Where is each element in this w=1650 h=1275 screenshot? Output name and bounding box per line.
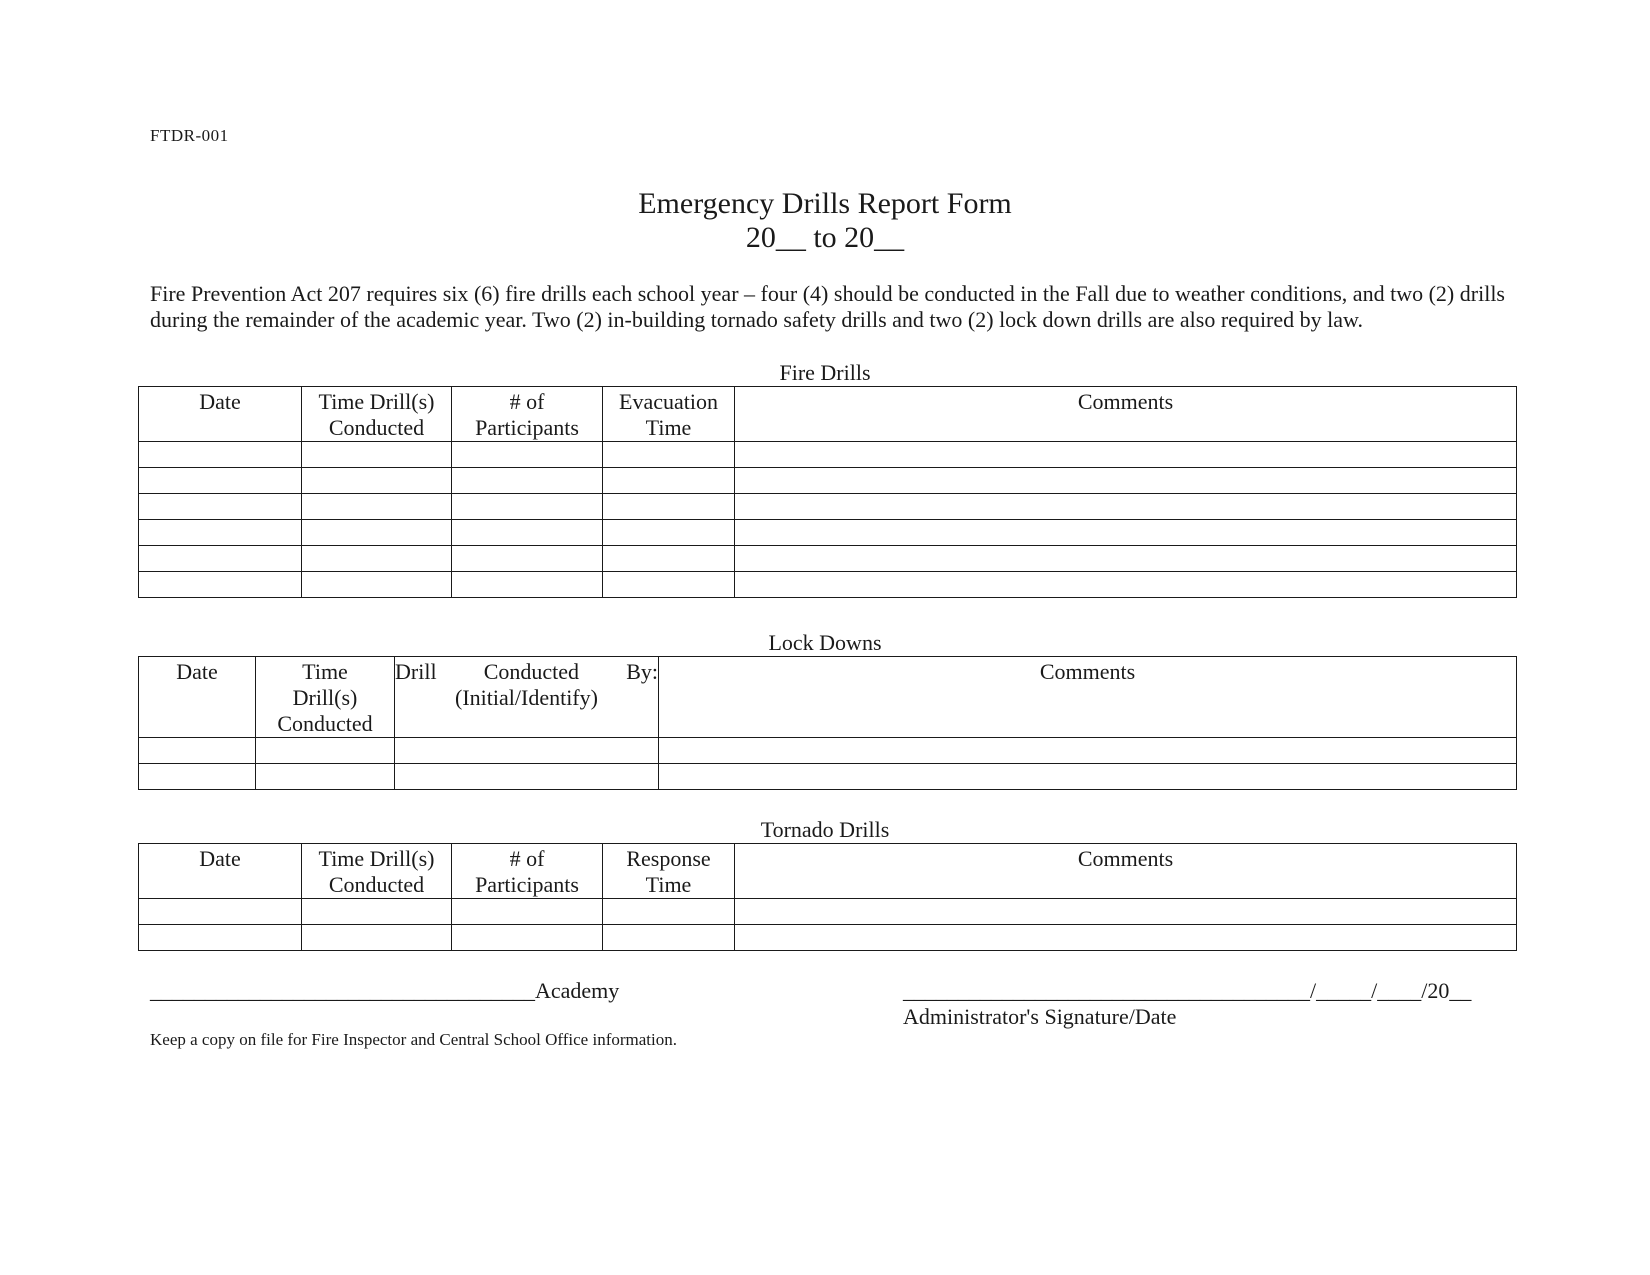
evacuation-cell[interactable] xyxy=(603,468,735,494)
comments-cell[interactable] xyxy=(735,572,1517,598)
year-range: 20__ to 20__ xyxy=(745,221,905,254)
time-cell[interactable] xyxy=(302,494,452,520)
comments-cell[interactable] xyxy=(659,738,1517,764)
tornado-drills-title: Tornado Drills xyxy=(760,817,890,842)
evacuation-cell[interactable] xyxy=(603,546,735,572)
evacuation-cell[interactable] xyxy=(603,572,735,598)
header-drill-conducted-by: Drill Conducted By: (Initial/Identify) xyxy=(395,657,659,738)
header-date: Date xyxy=(139,657,256,738)
participants-cell[interactable] xyxy=(452,468,603,494)
table-row xyxy=(139,572,1517,598)
signature-date-field[interactable]: _____________________________________/_____/____/20__ xyxy=(903,978,1472,1003)
response-cell[interactable] xyxy=(603,925,735,951)
table-row xyxy=(139,925,1517,951)
time-cell[interactable] xyxy=(256,738,395,764)
evacuation-cell[interactable] xyxy=(603,494,735,520)
fire-drills-table xyxy=(138,386,1517,598)
header-date: Date xyxy=(139,844,302,899)
date-cell[interactable] xyxy=(139,572,302,598)
table-header-row xyxy=(139,844,1517,899)
participants-cell[interactable] xyxy=(452,572,603,598)
date-cell[interactable] xyxy=(139,494,302,520)
table-row xyxy=(139,494,1517,520)
participants-cell[interactable] xyxy=(452,546,603,572)
table-header-row xyxy=(139,657,1517,738)
comments-cell[interactable] xyxy=(735,899,1517,925)
response-cell[interactable] xyxy=(603,899,735,925)
time-cell[interactable] xyxy=(302,572,452,598)
date-cell[interactable] xyxy=(139,546,302,572)
participants-cell[interactable] xyxy=(452,494,603,520)
comments-cell[interactable] xyxy=(735,546,1517,572)
table-row xyxy=(139,764,1517,790)
date-cell[interactable] xyxy=(139,520,302,546)
table-row xyxy=(139,468,1517,494)
form-code: FTDR-001 xyxy=(150,126,229,145)
comments-cell[interactable] xyxy=(735,925,1517,951)
time-cell[interactable] xyxy=(302,468,452,494)
date-cell[interactable] xyxy=(139,738,256,764)
date-cell[interactable] xyxy=(139,764,256,790)
signature-label: Administrator's Signature/Date xyxy=(903,1004,1177,1029)
academy-field[interactable]: ___________________________________Academy xyxy=(150,978,620,1003)
table-row xyxy=(139,738,1517,764)
time-cell[interactable] xyxy=(256,764,395,790)
comments-cell[interactable] xyxy=(735,468,1517,494)
time-cell[interactable] xyxy=(302,442,452,468)
evacuation-cell[interactable] xyxy=(603,520,735,546)
header-participants: # of Participants xyxy=(452,844,603,899)
date-cell[interactable] xyxy=(139,925,302,951)
header-comments: Comments xyxy=(659,657,1517,738)
table-row xyxy=(139,520,1517,546)
header-time-conducted: Time Drill(s) Conducted xyxy=(256,657,395,738)
participants-cell[interactable] xyxy=(452,925,603,951)
table-row xyxy=(139,899,1517,925)
date-cell[interactable] xyxy=(139,442,302,468)
lock-downs-table xyxy=(138,656,1517,790)
header-comments: Comments xyxy=(735,387,1517,442)
time-cell[interactable] xyxy=(302,520,452,546)
fire-drills-title: Fire Drills xyxy=(779,360,871,385)
table-header-row xyxy=(139,387,1517,442)
time-cell[interactable] xyxy=(302,925,452,951)
header-date: Date xyxy=(139,387,302,442)
header-response-time: Response Time xyxy=(603,844,735,899)
participants-cell[interactable] xyxy=(452,520,603,546)
date-cell[interactable] xyxy=(139,468,302,494)
comments-cell[interactable] xyxy=(735,520,1517,546)
time-cell[interactable] xyxy=(302,899,452,925)
lock-downs-title: Lock Downs xyxy=(768,630,882,655)
conducted-by-cell[interactable] xyxy=(395,764,659,790)
participants-cell[interactable] xyxy=(452,899,603,925)
intro-paragraph: Fire Prevention Act 207 requires six (6) fire drills each school year – four (4) should be conducted in the Fall due to weather conditions, and two (2) drills during the remainder of the academic year. Two (2) in-building tornado safety drills and two (2) lock down drills are also required by law. xyxy=(150,281,1505,332)
comments-cell[interactable] xyxy=(735,494,1517,520)
keep-copy-note: Keep a copy on file for Fire Inspector and Central School Office information. xyxy=(150,1030,677,1049)
conducted-by-cell[interactable] xyxy=(395,738,659,764)
participants-cell[interactable] xyxy=(452,442,603,468)
header-comments: Comments xyxy=(735,844,1517,899)
header-participants: # of Participants xyxy=(452,387,603,442)
page-title: Emergency Drills Report Form xyxy=(638,187,1012,220)
time-cell[interactable] xyxy=(302,546,452,572)
tornado-drills-table xyxy=(138,843,1517,951)
header-time-conducted: Time Drill(s) Conducted xyxy=(302,844,452,899)
header-evacuation-time: Evacuation Time xyxy=(603,387,735,442)
evacuation-cell[interactable] xyxy=(603,442,735,468)
comments-cell[interactable] xyxy=(735,442,1517,468)
table-row xyxy=(139,546,1517,572)
date-cell[interactable] xyxy=(139,899,302,925)
table-row xyxy=(139,442,1517,468)
comments-cell[interactable] xyxy=(659,764,1517,790)
header-time-conducted: Time Drill(s) Conducted xyxy=(302,387,452,442)
